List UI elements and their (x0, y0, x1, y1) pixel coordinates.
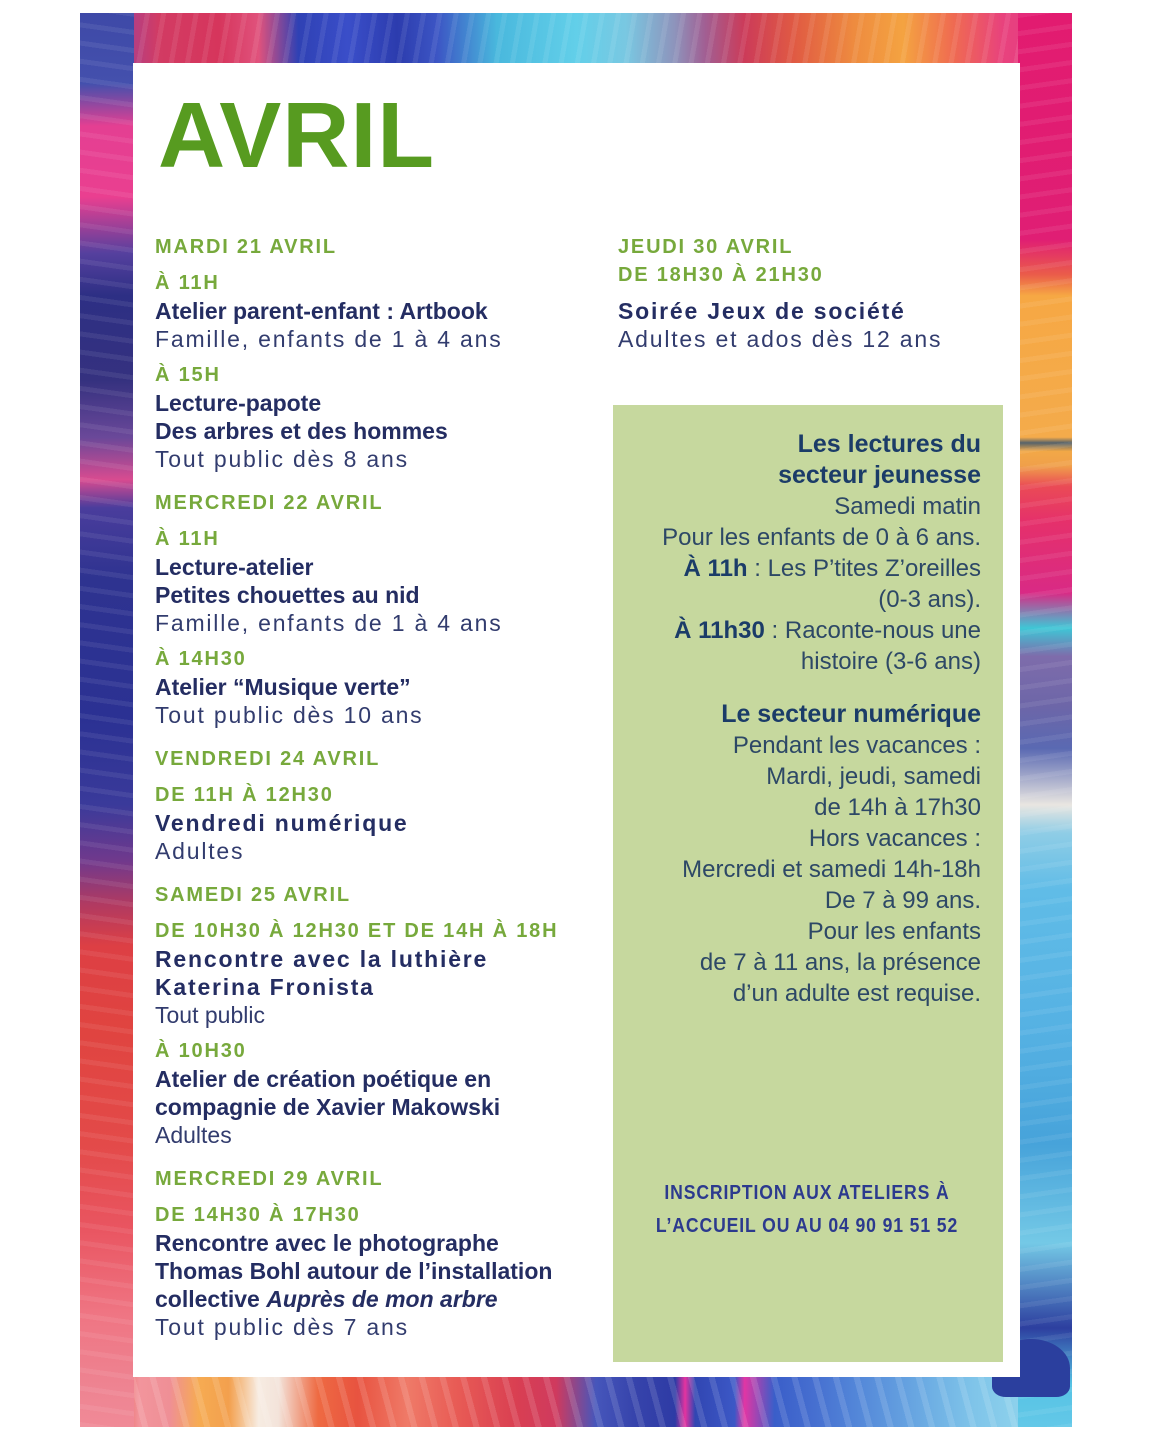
info-line: (0-3 ans). (878, 586, 981, 613)
event-session (155, 269, 615, 353)
info-jeunesse-title: Les lectures du (797, 430, 981, 458)
event-title-prefix: collective (155, 1286, 267, 1312)
event-time: DE 18H30 À 21H30 (618, 264, 824, 286)
event-session (618, 297, 1020, 353)
info-line (633, 553, 981, 584)
event-session (155, 781, 615, 865)
event-title: Lecture-atelier (155, 554, 314, 580)
event-group (155, 1165, 615, 1341)
event-time: DE 14H30 À 17H30 (155, 1204, 361, 1226)
content-panel (133, 63, 1020, 1377)
event-title: Des arbres et des hommes (155, 418, 448, 444)
event-title-mixed (155, 1285, 615, 1313)
paint-band-left (80, 13, 134, 1427)
inscription-line: INSCRIPTION AUX ATELIERS À (664, 1182, 950, 1204)
inscription-note (633, 1177, 981, 1243)
event-session (155, 645, 615, 729)
inscription-line: L’ACCUEIL OU AU 04 90 91 51 52 (655, 1215, 959, 1237)
month-title: AVRIL (158, 83, 436, 187)
info-line: histoire (3-6 ans) (800, 648, 981, 675)
event-title: Rencontre avec le photographe (155, 1230, 499, 1256)
paint-band-top (80, 13, 1072, 65)
event-audience: Adultes et ados dès 12 ans (618, 326, 943, 352)
event-session (155, 361, 615, 473)
info-slot-time: À 11h (683, 555, 748, 582)
info-line: Hors vacances : (808, 825, 981, 852)
events-column-right (618, 233, 1020, 353)
event-session (155, 1037, 615, 1149)
event-group (155, 881, 615, 1149)
event-title: Vendredi numérique (155, 810, 409, 836)
paint-band-right (1018, 13, 1072, 1427)
event-time: DE 11H À 12H30 (155, 784, 334, 806)
event-title: Thomas Bohl autour de l’installation (155, 1258, 553, 1284)
event-title: compagnie de Xavier Makowski (155, 1094, 501, 1120)
event-title-italic: Auprès de mon arbre (266, 1286, 498, 1312)
event-title: Atelier parent-enfant : Artbook (155, 298, 488, 324)
info-slot-time: À 11h30 (674, 617, 765, 644)
info-slot-text: : Les P’tites Z’oreilles (747, 555, 981, 582)
event-date: MERCREDI 22 AVRIL (155, 492, 384, 514)
info-line: Pour les enfants (807, 918, 981, 945)
info-numerique-title: Le secteur numérique (721, 700, 981, 728)
event-title: Katerina Fronista (155, 974, 375, 1000)
event-date: MERCREDI 29 AVRIL (155, 1168, 384, 1190)
event-audience: Adultes (155, 1122, 232, 1148)
event-title: Atelier “Musique verte” (155, 674, 411, 700)
painted-frame (80, 13, 1072, 1427)
paint-band-bottom (80, 1375, 1072, 1427)
event-audience: Tout public dès 10 ans (155, 702, 424, 728)
event-group (618, 233, 1020, 353)
event-date: JEUDI 30 AVRIL (618, 236, 794, 258)
info-jeunesse-title: secteur jeunesse (778, 461, 981, 489)
event-session (155, 525, 615, 637)
info-box (613, 405, 1003, 1362)
event-group (155, 489, 615, 729)
event-time: À 11H (155, 272, 220, 294)
event-audience: Tout public dès 8 ans (155, 446, 409, 472)
event-title: Atelier de création poétique en (155, 1066, 492, 1092)
info-line (633, 615, 981, 646)
info-line: Mardi, jeudi, samedi (766, 763, 981, 790)
event-audience: Tout public (155, 1002, 265, 1028)
event-time: DE 10H30 À 12H30 ET DE 14H À 18H (155, 920, 559, 942)
event-audience: Adultes (155, 838, 245, 864)
event-session (155, 1201, 615, 1341)
event-date: SAMEDI 25 AVRIL (155, 884, 351, 906)
event-time: À 14H30 (155, 648, 247, 670)
info-slot-text: : Raconte-nous une (764, 617, 981, 644)
info-line: de 7 à 11 ans, la présence (699, 949, 981, 976)
info-line: d’un adulte est requise. (732, 980, 981, 1007)
event-title: Soirée Jeux de société (618, 298, 906, 324)
info-line: de 14h à 17h30 (814, 794, 981, 821)
info-line: Samedi matin (834, 493, 981, 520)
info-line: Pendant les vacances : (732, 732, 981, 759)
event-group (155, 745, 615, 865)
event-date: VENDREDI 24 AVRIL (155, 748, 381, 770)
event-time: À 11H (155, 528, 220, 550)
event-audience: Famille, enfants de 1 à 4 ans (155, 326, 503, 352)
event-title: Rencontre avec la luthière (155, 946, 489, 972)
event-title: Lecture-papote (155, 390, 322, 416)
event-time: À 15H (155, 364, 221, 386)
event-session (155, 917, 615, 1029)
info-line: Mercredi et samedi 14h-18h (682, 856, 981, 883)
event-date: MARDI 21 AVRIL (155, 236, 337, 258)
info-line: Pour les enfants de 0 à 6 ans. (662, 524, 981, 551)
event-title: Petites chouettes au nid (155, 582, 420, 608)
event-time: À 10H30 (155, 1040, 247, 1062)
event-group (155, 233, 615, 473)
event-audience: Famille, enfants de 1 à 4 ans (155, 610, 503, 636)
event-audience: Tout public dès 7 ans (155, 1314, 409, 1340)
events-column-left (155, 233, 615, 1341)
info-line: De 7 à 99 ans. (824, 887, 981, 914)
